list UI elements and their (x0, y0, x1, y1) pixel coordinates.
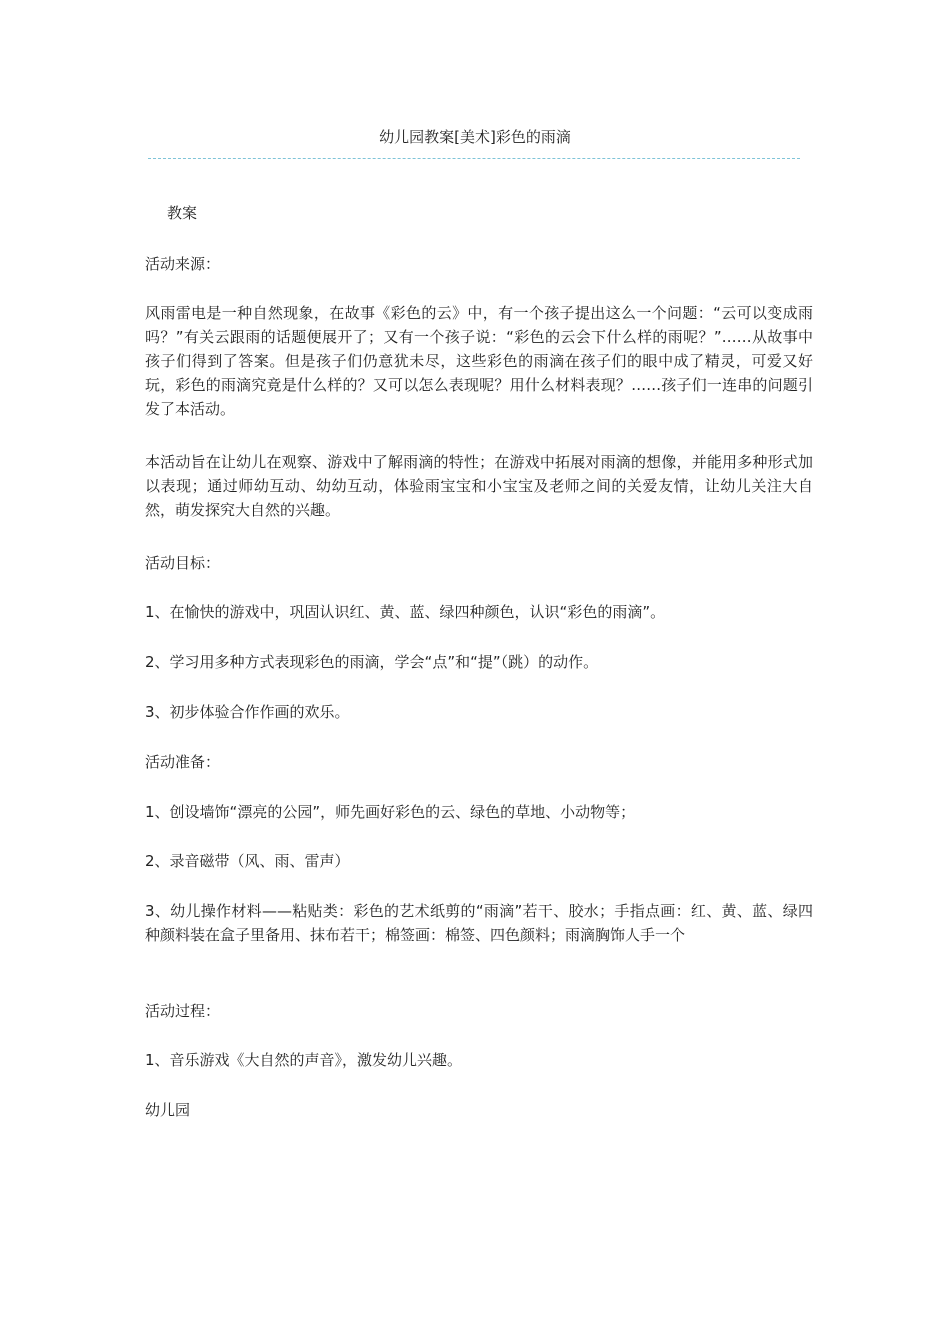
preparation-item-3: 3、幼儿操作材料——粘贴类：彩色的艺术纸剪的“雨滴”若干、胶水；手指点画：红、黄、蓝、绿四种颜料装在盒子里备用、抹布若干；棉签画：棉签、四色颜料；雨滴胸饰人手一个 (145, 902, 813, 944)
process-item-1: 1、音乐游戏《大自然的声音》，激发幼儿兴趣。 (145, 1051, 463, 1069)
goal-item-2: 2、学习用多种方式表现彩色的雨滴，学会“点”和“提”（跳）的动作。 (145, 653, 599, 671)
goal-item-3: 3、初步体验合作作画的欢乐。 (145, 703, 350, 721)
subtitle: 教案 (167, 204, 198, 222)
goal-item-1: 1、在愉快的游戏中，巩固认识红、黄、蓝、绿四种颜色，认识“彩色的雨滴”。 (145, 603, 666, 621)
title-divider (148, 158, 800, 159)
paragraph-purpose: 本活动旨在让幼儿在观察、游戏中了解雨滴的特性；在游戏中拓展对雨滴的想像，并能用多种形式加以表现；通过师幼互动、幼幼互动，体验雨宝宝和小宝宝及老师之间的关爱友情，让幼儿关注大自然，萌发探究大自然的兴趣。 (145, 453, 813, 519)
section-heading-source: 活动来源： (145, 255, 221, 273)
section-heading-process: 活动过程： (145, 1002, 221, 1020)
paragraph-source: 风雨雷电是一种自然现象，在故事《彩色的云》中，有一个孩子提出这么一个问题：“云可以变成雨吗？”有关云跟雨的话题便展开了；又有一个孩子说：“彩色的云会下什么样的雨呢？”……从故事中孩子们得到了答案。但是孩子们仍意犹未尽，这些彩色的雨滴在孩子们的眼中成了精灵，可爱又好玩，彩色的雨滴究竟是什么样的？又可以怎么表现呢？用什么材料表现？……孩子们一连串的问题引发了本活动。 (145, 304, 813, 418)
document-title: 幼儿园教案[美术]彩色的雨滴 (379, 128, 571, 146)
section-heading-preparation: 活动准备： (145, 753, 221, 771)
preparation-item-1: 1、创设墙饰“漂亮的公园”，师先画好彩色的云、绿色的草地、小动物等； (145, 803, 636, 821)
preparation-item-2: 2、录音磁带（风、雨、雷声） (145, 852, 350, 870)
section-heading-goals: 活动目标： (145, 554, 221, 572)
paragraph-kindergarten: 幼儿园 (145, 1101, 191, 1119)
